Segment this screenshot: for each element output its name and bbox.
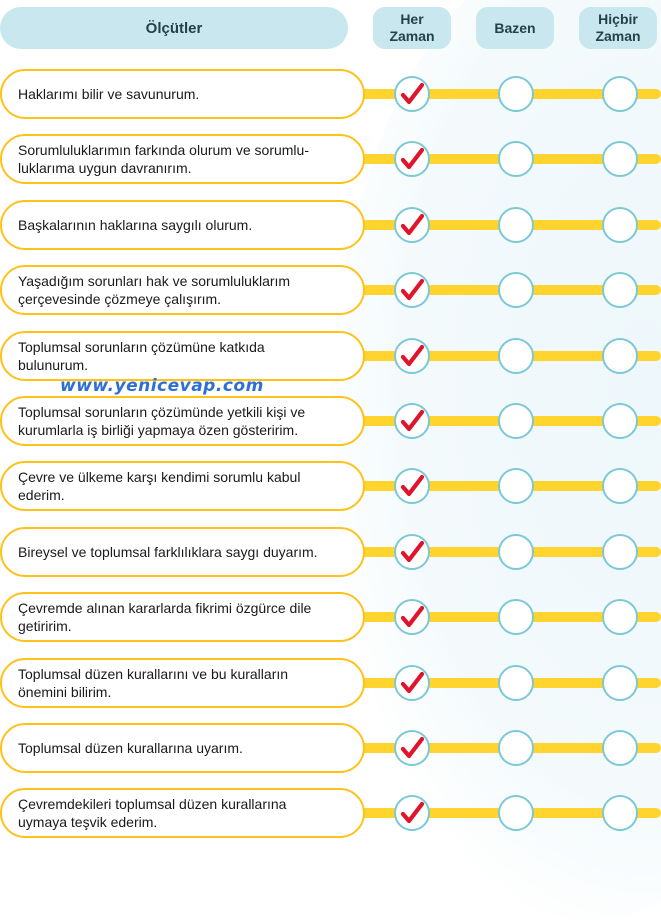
check-icon bbox=[399, 735, 425, 761]
option-her-zaman[interactable] bbox=[394, 403, 430, 439]
header-bazen-label: Bazen bbox=[494, 19, 536, 36]
criterion-row bbox=[0, 134, 661, 184]
header-her-zaman-line1: Her bbox=[400, 11, 424, 27]
criterion-line2: ederim. bbox=[18, 487, 65, 503]
option-her-zaman[interactable] bbox=[394, 338, 430, 374]
criterion-line1: Sorumluluklarımın farkında olurum ve sorumlu- bbox=[18, 142, 309, 158]
option-her-zaman[interactable] bbox=[394, 76, 430, 112]
criterion-row bbox=[0, 331, 661, 381]
check-icon bbox=[399, 212, 425, 238]
criterion-text-box bbox=[0, 658, 365, 708]
criterion-line2: önemini bilirim. bbox=[18, 684, 112, 700]
option-bazen[interactable] bbox=[498, 207, 534, 243]
criterion-text bbox=[18, 216, 343, 234]
criterion-text-box bbox=[0, 134, 365, 184]
option-bazen[interactable] bbox=[498, 468, 534, 504]
criterion-row bbox=[0, 265, 661, 315]
option-her-zaman[interactable] bbox=[394, 468, 430, 504]
criterion-text bbox=[18, 403, 343, 439]
criterion-text bbox=[18, 739, 343, 757]
option-bazen[interactable] bbox=[498, 534, 534, 570]
header-her-zaman-line2: Zaman bbox=[389, 28, 435, 44]
check-icon bbox=[399, 800, 425, 826]
header-criteria bbox=[0, 7, 348, 49]
option-bazen[interactable] bbox=[498, 403, 534, 439]
header-hicbir-zaman-line1: Hiçbir bbox=[598, 11, 638, 27]
option-hicbir-zaman[interactable] bbox=[602, 599, 638, 635]
criterion-text-box bbox=[0, 265, 365, 315]
criterion-line1: Toplumsal düzen kurallarına uyarım. bbox=[18, 740, 243, 756]
criterion-line2: getiririm. bbox=[18, 618, 72, 634]
watermark: www.yenicevap.com bbox=[60, 376, 264, 396]
criterion-text bbox=[18, 543, 343, 561]
criterion-line1: Bireysel ve toplumsal farklılıklara saygı duyarım. bbox=[18, 544, 318, 560]
criterion-line1: Yaşadığım sorunları hak ve sorumluluklarım bbox=[18, 273, 291, 289]
criterion-text bbox=[18, 795, 343, 831]
option-hicbir-zaman[interactable] bbox=[602, 730, 638, 766]
criterion-line1: Haklarımı bilir ve savunurum. bbox=[18, 86, 200, 102]
criterion-line2: kurumlarla iş birliği yapmaya özen gösteririm. bbox=[18, 422, 299, 438]
option-her-zaman[interactable] bbox=[394, 599, 430, 635]
criterion-line1: Çevre ve ülkeme karşı kendimi sorumlu kabul bbox=[18, 469, 301, 485]
option-her-zaman[interactable] bbox=[394, 730, 430, 766]
option-hicbir-zaman[interactable] bbox=[602, 272, 638, 308]
criterion-text-box bbox=[0, 788, 365, 838]
check-icon bbox=[399, 670, 425, 696]
option-her-zaman[interactable] bbox=[394, 665, 430, 701]
header-hicbir-zaman bbox=[579, 7, 657, 49]
criterion-row bbox=[0, 461, 661, 511]
criterion-text bbox=[18, 85, 343, 103]
header-criteria-label: Ölçütler bbox=[145, 19, 203, 37]
criterion-line1: Toplumsal sorunların çözümüne katkıda bbox=[18, 339, 265, 355]
option-hicbir-zaman[interactable] bbox=[602, 534, 638, 570]
criterion-line2: luklarıma uygun davranırım. bbox=[18, 160, 192, 176]
option-hicbir-zaman[interactable] bbox=[602, 207, 638, 243]
criterion-row bbox=[0, 200, 661, 250]
criterion-text-box bbox=[0, 461, 365, 511]
criterion-text-box bbox=[0, 592, 365, 642]
option-hicbir-zaman[interactable] bbox=[602, 76, 638, 112]
option-her-zaman[interactable] bbox=[394, 795, 430, 831]
option-hicbir-zaman[interactable] bbox=[602, 468, 638, 504]
criterion-text bbox=[18, 338, 343, 374]
option-bazen[interactable] bbox=[498, 795, 534, 831]
option-her-zaman[interactable] bbox=[394, 272, 430, 308]
check-icon bbox=[399, 146, 425, 172]
criterion-row bbox=[0, 723, 661, 773]
criterion-text-box bbox=[0, 396, 365, 446]
criterion-row bbox=[0, 658, 661, 708]
option-bazen[interactable] bbox=[498, 665, 534, 701]
check-icon bbox=[399, 604, 425, 630]
check-icon bbox=[399, 473, 425, 499]
option-hicbir-zaman[interactable] bbox=[602, 795, 638, 831]
criterion-text bbox=[18, 272, 343, 308]
check-icon bbox=[399, 408, 425, 434]
criterion-text bbox=[18, 599, 343, 635]
option-bazen[interactable] bbox=[498, 599, 534, 635]
criterion-row bbox=[0, 396, 661, 446]
criterion-row bbox=[0, 69, 661, 119]
header-hicbir-zaman-line2: Zaman bbox=[595, 28, 641, 44]
option-bazen[interactable] bbox=[498, 272, 534, 308]
option-hicbir-zaman[interactable] bbox=[602, 665, 638, 701]
criterion-text-box bbox=[0, 200, 365, 250]
criterion-row bbox=[0, 592, 661, 642]
option-her-zaman[interactable] bbox=[394, 534, 430, 570]
option-bazen[interactable] bbox=[498, 730, 534, 766]
criterion-text bbox=[18, 141, 343, 177]
criterion-line2: çerçevesinde çözmeye çalışırım. bbox=[18, 291, 222, 307]
criterion-line1: Toplumsal düzen kurallarını ve bu kuralların bbox=[18, 666, 289, 682]
option-hicbir-zaman[interactable] bbox=[602, 338, 638, 374]
criterion-line1: Toplumsal sorunların çözümünde yetkili kişi ve bbox=[18, 404, 306, 420]
header-her-zaman bbox=[373, 7, 451, 49]
criterion-row bbox=[0, 527, 661, 577]
criterion-line2: uymaya teşvik ederim. bbox=[18, 814, 158, 830]
option-bazen[interactable] bbox=[498, 338, 534, 374]
criterion-text-box bbox=[0, 527, 365, 577]
check-icon bbox=[399, 343, 425, 369]
option-hicbir-zaman[interactable] bbox=[602, 403, 638, 439]
criterion-text-box bbox=[0, 69, 365, 119]
criterion-line1: Çevremde alınan kararlarda fikrimi özgürce dile bbox=[18, 600, 312, 616]
criterion-line1: Çevremdekileri toplumsal düzen kurallarına bbox=[18, 796, 287, 812]
header-bazen bbox=[476, 7, 554, 49]
check-icon bbox=[399, 539, 425, 565]
criterion-text-box bbox=[0, 723, 365, 773]
criterion-text bbox=[18, 468, 343, 504]
criterion-text bbox=[18, 665, 343, 701]
option-bazen[interactable] bbox=[498, 76, 534, 112]
option-bazen[interactable] bbox=[498, 141, 534, 177]
option-her-zaman[interactable] bbox=[394, 141, 430, 177]
criterion-line1: Başkalarının haklarına saygılı olurum. bbox=[18, 217, 253, 233]
check-icon bbox=[399, 277, 425, 303]
option-her-zaman[interactable] bbox=[394, 207, 430, 243]
criterion-text-box bbox=[0, 331, 365, 381]
criterion-row bbox=[0, 788, 661, 838]
check-icon bbox=[399, 81, 425, 107]
criterion-line2: bulunurum. bbox=[18, 357, 89, 373]
option-hicbir-zaman[interactable] bbox=[602, 141, 638, 177]
